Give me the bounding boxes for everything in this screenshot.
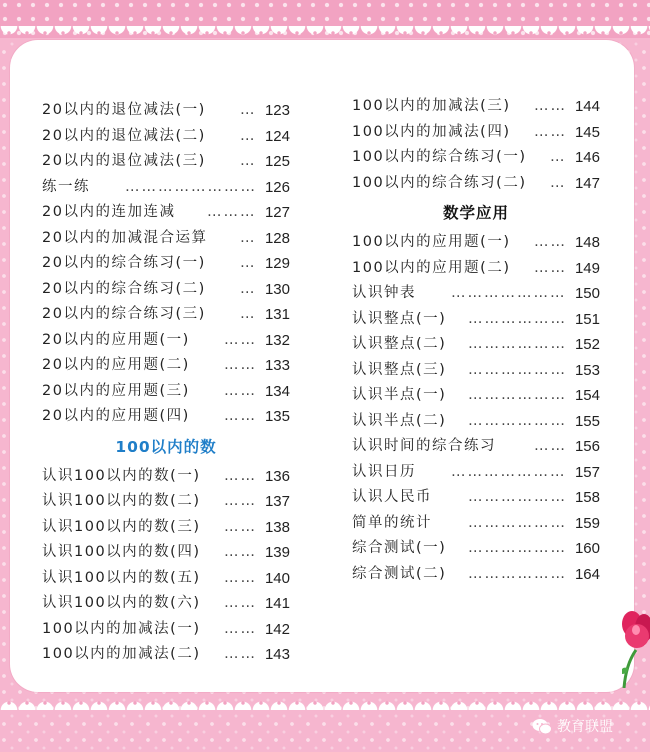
toc-entry[interactable]	[352, 171, 600, 197]
toc-leader-dots: ……	[224, 646, 257, 662]
toc-entry-title: 20以内的应用题(三)	[42, 382, 190, 399]
toc-entry-title: 100以内的加减法(二)	[42, 646, 201, 662]
toc-entry-title: 100以内的应用题(二)	[352, 259, 511, 276]
toc-page-number: 159	[574, 514, 600, 532]
toc-page-number: 148	[574, 234, 600, 251]
toc-entry[interactable]	[42, 328, 290, 354]
toc-entry[interactable]	[42, 277, 290, 303]
toc-entry[interactable]	[352, 145, 600, 171]
toc-page-number: 123	[264, 102, 290, 119]
toc-page-number: 141	[264, 595, 290, 612]
toc-page-number: 137	[264, 493, 290, 510]
toc-entry-title: 认识整点(二)	[352, 336, 447, 352]
toc-entry-title: 简单的统计	[352, 514, 432, 531]
toc-entry[interactable]	[42, 200, 290, 226]
toc-leader-dots: ……	[224, 331, 257, 348]
toc-leader-dots: ………………	[468, 565, 567, 582]
toc-page-number: 139	[264, 544, 290, 561]
toc-entry-title: 20以内的退位减法(二)	[42, 127, 206, 144]
toc-page-number: 130	[264, 280, 290, 298]
toc-entry-title: 认识100以内的数(五)	[42, 569, 201, 586]
toc-entry-title: 认识100以内的数(一)	[42, 467, 201, 484]
toc-entry[interactable]	[352, 409, 600, 435]
toc-entry-title: 练一练	[42, 178, 90, 195]
toc-page-number: 135	[264, 408, 290, 425]
toc-entry-title: 20以内的退位减法(一)	[42, 102, 206, 118]
toc-entry-title: 认识整点(一)	[352, 310, 447, 327]
toc-entry[interactable]	[42, 404, 290, 430]
toc-entry[interactable]	[352, 358, 600, 384]
toc-leader-dots: ……………………	[125, 178, 257, 195]
toc-entry[interactable]	[42, 98, 290, 124]
toc-page-number: 140	[264, 569, 290, 587]
toc-page-number: 125	[264, 153, 290, 170]
toc-leader-dots: ………………	[468, 489, 567, 505]
bottom-lace-dots	[0, 700, 650, 706]
toc-page-number: 136	[264, 467, 290, 485]
toc-leader-dots: ……	[534, 123, 567, 140]
toc-leader-dots: ……	[534, 259, 567, 276]
toc-page-number: 153	[574, 361, 600, 379]
toc-entry-title: 综合测试(一)	[352, 540, 447, 556]
toc-page-number: 132	[264, 331, 290, 349]
toc-entry-title: 认识半点(二)	[352, 412, 447, 429]
toc-entry[interactable]	[42, 302, 290, 328]
toc-page-number: 128	[264, 229, 290, 247]
toc-page-number: 157	[574, 463, 600, 481]
toc-entry-title: 认识人民币	[352, 489, 432, 505]
toc-leader-dots: ………………	[468, 310, 567, 327]
toc-entry-title: 认识100以内的数(三)	[42, 518, 201, 535]
toc-page-number: 158	[574, 489, 600, 506]
toc-entry-title: 认识半点(一)	[352, 387, 447, 403]
section-title: 数学应用	[442, 204, 509, 222]
toc-entry-title: 认识100以内的数(二)	[42, 493, 201, 509]
toc-entry[interactable]	[42, 591, 290, 617]
toc-entry-title: 20以内的加减混合运算	[42, 229, 208, 246]
toc-leader-dots: ……	[224, 544, 257, 560]
toc-leader-dots: …………………	[451, 463, 567, 480]
toc-entry[interactable]	[42, 540, 290, 566]
toc-entry-title: 100以内的应用题(一)	[352, 234, 511, 250]
top-lace-dots	[0, 30, 650, 36]
toc-entry[interactable]	[42, 226, 290, 252]
toc-entry[interactable]	[42, 617, 290, 643]
toc-page-number: 145	[574, 123, 600, 141]
toc-entry-title: 20以内的应用题(四)	[42, 408, 190, 424]
toc-leader-dots: …	[240, 306, 257, 322]
toc-entry-title: 20以内的应用题(一)	[42, 331, 190, 348]
toc-entry[interactable]	[352, 230, 600, 256]
toc-page-number: 127	[264, 204, 290, 221]
toc-entry[interactable]	[42, 642, 290, 668]
toc-entry[interactable]	[352, 307, 600, 333]
toc-page-number: 138	[264, 518, 290, 536]
toc-entry[interactable]	[352, 94, 600, 120]
toc-entry-title: 100以内的加减法(三)	[352, 98, 511, 114]
toc-page-number: 154	[574, 387, 600, 404]
toc-leader-dots: ……	[534, 98, 567, 114]
toc-page-number: 142	[264, 620, 290, 638]
toc-leader-dots: ……	[224, 493, 257, 509]
toc-entry-title: 20以内的综合练习(一)	[42, 255, 206, 271]
toc-entry[interactable]	[352, 536, 600, 562]
toc-entry[interactable]	[42, 515, 290, 541]
toc-entry[interactable]	[42, 566, 290, 592]
toc-entry[interactable]	[352, 383, 600, 409]
toc-leader-dots: …	[550, 174, 567, 191]
toc-page-number: 150	[574, 285, 600, 302]
toc-entry[interactable]	[352, 120, 600, 146]
toc-entry[interactable]	[352, 460, 600, 486]
toc-leader-dots: ……	[224, 595, 257, 611]
toc-page-number: 147	[574, 174, 600, 192]
toc-leader-dots: …	[240, 102, 257, 118]
toc-entry[interactable]	[42, 489, 290, 515]
toc-leader-dots: ……	[224, 382, 257, 399]
toc-entry[interactable]	[352, 434, 600, 460]
toc-entry-title: 100以内的加减法(一)	[42, 620, 201, 637]
toc-page-number: 133	[264, 357, 290, 374]
toc-entry-title: 100以内的综合练习(二)	[352, 174, 527, 191]
toc-leader-dots: …………………	[451, 285, 567, 301]
toc-leader-dots: ……	[224, 357, 257, 373]
toc-entry-title: 认识整点(三)	[352, 361, 447, 378]
toc-page-number: 151	[574, 310, 600, 328]
toc-page-number: 146	[574, 149, 600, 166]
toc-page-number: 164	[574, 565, 600, 583]
toc-leader-dots: …	[240, 153, 257, 169]
toc-page-number: 160	[574, 540, 600, 557]
toc-entry-title: 认识日历	[352, 463, 416, 480]
toc-leader-dots: ………………	[468, 514, 567, 531]
toc-entry-title: 100以内的加减法(四)	[352, 123, 511, 140]
toc-page-number: 129	[264, 255, 290, 272]
toc-leader-dots: ………………	[468, 387, 567, 403]
toc-entry-title: 20以内的连加连减	[42, 204, 176, 220]
toc-entry[interactable]	[352, 511, 600, 537]
toc-entry[interactable]	[42, 149, 290, 175]
right-contents-column	[352, 94, 600, 587]
toc-entry[interactable]	[42, 464, 290, 490]
toc-leader-dots: …	[550, 149, 567, 165]
toc-entry-title: 认识时间的综合练习	[352, 438, 496, 454]
toc-leader-dots: ………………	[468, 361, 567, 378]
toc-entry[interactable]	[352, 485, 600, 511]
toc-leader-dots: …	[240, 229, 257, 246]
toc-entry-title: 20以内的综合练习(三)	[42, 306, 206, 322]
toc-entry-title: 100以内的综合练习(一)	[352, 149, 527, 165]
toc-entry[interactable]	[352, 281, 600, 307]
toc-entry-title: 20以内的综合练习(二)	[42, 280, 206, 297]
toc-leader-dots: ……	[534, 234, 567, 250]
toc-leader-dots: ……	[224, 620, 257, 637]
toc-entry-title: 综合测试(二)	[352, 565, 447, 582]
toc-leader-dots: …	[240, 255, 257, 271]
toc-entry[interactable]	[42, 124, 290, 150]
toc-entry[interactable]	[42, 175, 290, 201]
toc-entry[interactable]	[352, 256, 600, 282]
toc-page-number: 156	[574, 438, 600, 455]
toc-page-number: 124	[264, 127, 290, 145]
toc-page-number: 143	[264, 646, 290, 663]
toc-leader-dots: ………………	[468, 412, 567, 429]
toc-leader-dots: ……	[224, 569, 257, 586]
watermark-text: 教育联盟	[557, 719, 613, 735]
toc-leader-dots: ……	[224, 518, 257, 535]
toc-entry[interactable]	[352, 562, 600, 588]
toc-leader-dots: ………………	[468, 540, 567, 556]
toc-entry[interactable]	[42, 379, 290, 405]
toc-leader-dots: ……	[534, 438, 567, 454]
toc-entry-title: 20以内的应用题(二)	[42, 357, 190, 373]
toc-entry[interactable]	[352, 332, 600, 358]
toc-leader-dots: ……	[224, 467, 257, 484]
flower-decoration-icon	[622, 608, 650, 688]
section-title: 100以内的数	[115, 437, 217, 456]
toc-page-number: 134	[264, 382, 290, 400]
toc-leader-dots: ……	[224, 408, 257, 424]
toc-leader-dots: ………………	[468, 336, 567, 352]
watermark	[532, 716, 613, 738]
wechat-icon	[532, 718, 552, 736]
toc-entry-title: 认识100以内的数(六)	[42, 595, 201, 611]
toc-page-number: 149	[574, 259, 600, 277]
toc-entry-title: 认识钟表	[352, 285, 416, 301]
toc-leader-dots: …	[240, 280, 257, 297]
toc-entry-title: 认识100以内的数(四)	[42, 544, 201, 560]
left-contents-column	[42, 98, 290, 668]
toc-page-number: 155	[574, 412, 600, 430]
toc-page-number: 152	[574, 336, 600, 353]
toc-entry-title: 20以内的退位减法(三)	[42, 153, 206, 169]
toc-leader-dots: …	[240, 127, 257, 144]
toc-page-number: 144	[574, 98, 600, 115]
toc-entry[interactable]	[42, 251, 290, 277]
toc-page-number: 126	[264, 178, 290, 196]
toc-entry[interactable]	[42, 353, 290, 379]
toc-page-number: 131	[264, 306, 290, 323]
toc-leader-dots: ………	[207, 204, 257, 220]
